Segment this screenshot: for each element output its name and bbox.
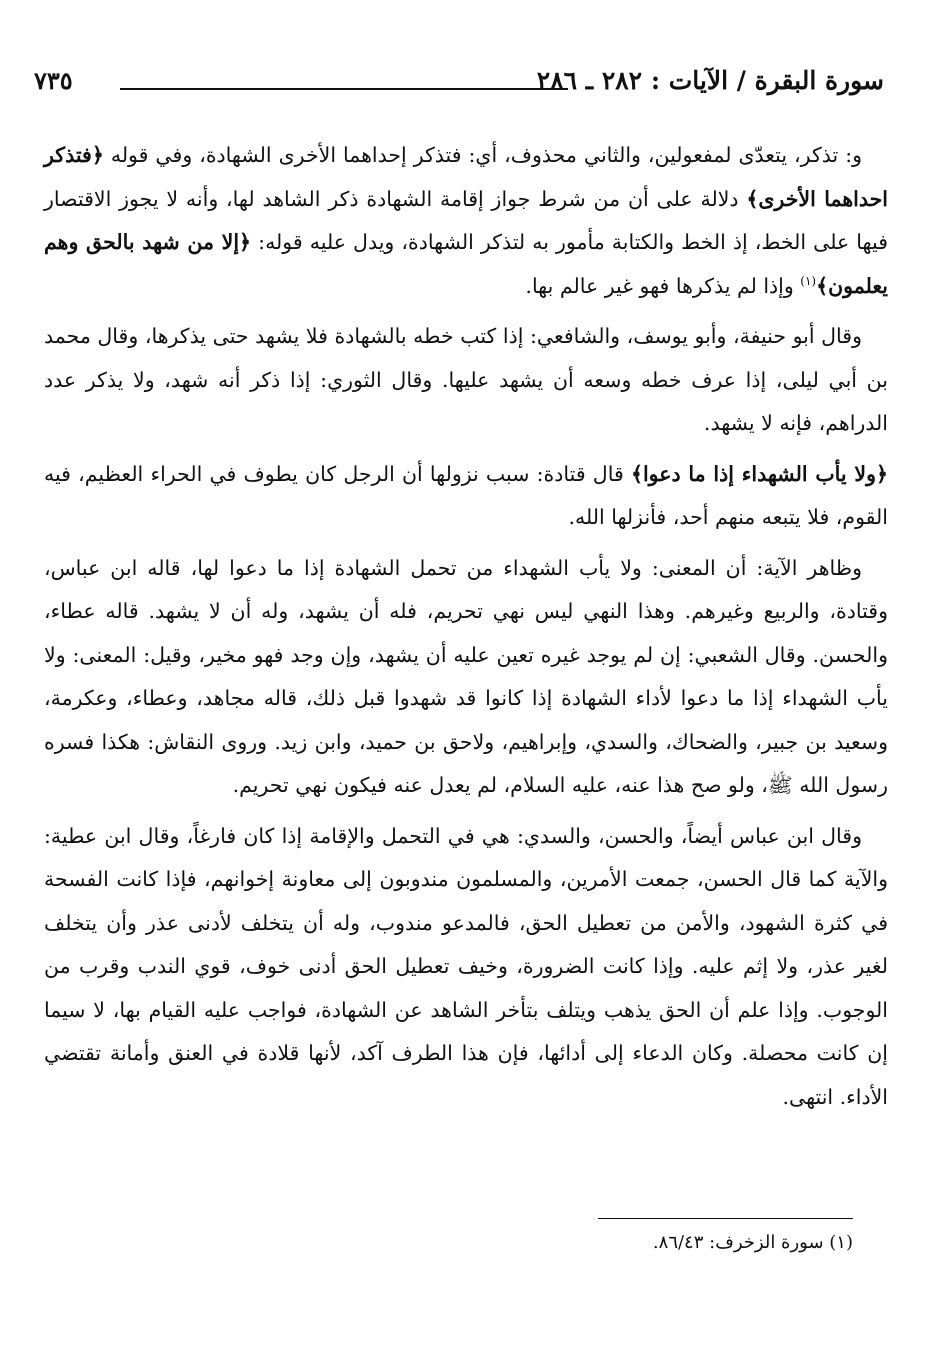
paragraph-text: ، ولو صح هذا عنه، عليه السلام، لم يعدل عنه فيكون نهي تحريم.: [232, 773, 768, 797]
footnote-marker: (١): [800, 273, 817, 288]
paragraph-text: وظاهر الآية: أن المعنى: ولا يأب الشهداء من تحمل الشهادة إذا ما دعوا لها، قاله ابن عباس، وقتادة، والربيع وغيرهم. وهذا النهي ليس نهي تحريم، فله أن يشهد، وله أن لا يشهد. قاله عطاء، والحسن. وقال الشعبي: إن لم يوجد غيره تعين عليه أن يشهد، وإن وجد فهو مخير، وقيل: المعنى: ولا يأب الشهداء إذا ما دعوا لأداء الشهادة إذا كانوا قد شهدوا قبل ذلك، قاله مجاهد، وعطاء، وعكرمة، وسعيد بن جبير، والضحاك، والسدي، وإبراهيم، ولاحق بن حميد، وابن زيد. وروى النقاش: هكذا فسره رسول الله: [44, 555, 888, 797]
paragraph-text: دلالة على أن من شرط جواز إقامة الشهادة ذكر الشاهد لها، وأنه لا يجوز الاقتصار فيها على الخط، إذ الخط والكتابة مأمور به لتذكر الشهادة، ويدل عليه قوله:: [44, 186, 888, 254]
paragraph-4: [44, 547, 888, 808]
paragraph-text: وقال أبو حنيفة، وأبو يوسف، والشافعي: إذا كتب خطه بالشهادة فلا يشهد حتى يذكرها، وقال محمد بن أبي ليلى، إذا عرف خطه وسعه أن يشهد عليها. وقال الثوري: إذا ذكر أنه شهد، ولا يذكر عدد الدراهم، فإنه لا يشهد.: [44, 324, 888, 435]
page-number: ٧٣٥: [34, 66, 73, 95]
salawat-glyph: ﷺ: [767, 773, 793, 797]
page-header: [34, 60, 884, 100]
footnote-rule: [598, 1218, 853, 1219]
footnote: (١) سورة الزخرف: ٨٦/٤٣.: [652, 1232, 853, 1253]
paragraph-text: و: تذكر، يتعدّى لمفعولين، والثاني محذوف، أي: فتذكر إحداهما الأخرى الشهادة، وفي قوله: [103, 143, 862, 167]
body-text: [44, 134, 888, 1126]
running-title: سورة البقرة / الآيات : ٢٨٢ ـ ٢٨٦: [536, 66, 884, 95]
header-rule: [120, 88, 568, 90]
paragraph-text: وإذا لم يذكرها فهو غير عالم بها.: [525, 273, 801, 298]
paragraph-5: [44, 815, 888, 1120]
quran-quote: ﴿ولا يأب الشهداء إذا ما دعوا﴾: [630, 461, 889, 486]
paragraph-text: قال قتادة: سبب نزولها أن الرجل كان يطوف في الحراء العظيم، فيه القوم، فلا يتبعه منهم أحد، فأنزلها الله.: [44, 461, 888, 529]
paragraph-1: [44, 134, 888, 308]
paragraph-3: [44, 453, 888, 540]
paragraph-2: [44, 315, 888, 446]
paragraph-text: وقال ابن عباس أيضاً، والحسن، والسدي: هي في التحمل والإقامة إذا كان فارغاً، وقال ابن عطية: والآية كما قال الحسن، جمعت الأمرين، والمسلمون مندوبون إلى معاونة إخوانهم، فإذا كانت الفسحة في كثرة الشهود، والأمن من تعطيل الحق، فالمدعو مندوب، وله أن يتخلف لأدنى عذر وأن يتخلف لغير عذر، ولا إثم عليه. وإذا كانت الضرورة، وخيف تعطيل الحق أدنى خوف، قوي الندب وقرب من الوجوب. وإذا علم أن الحق يذهب ويتلف بتأخر الشاهد عن الشهادة، فواجب عليه القيام بها، لا سيما إن كانت محصلة. وكان الدعاء إلى أدائها، فإن هذا الطرف آكد، لأنها قلادة في العنق وأمانة تقتضي الأداء. انتهى.: [44, 823, 888, 1109]
quran-quote: ﴿فتذكر احداهما الأخرى﴾: [44, 143, 888, 211]
quran-quote: ﴿إلا من شهد بالحق وهم يعلمون﴾: [44, 230, 888, 298]
